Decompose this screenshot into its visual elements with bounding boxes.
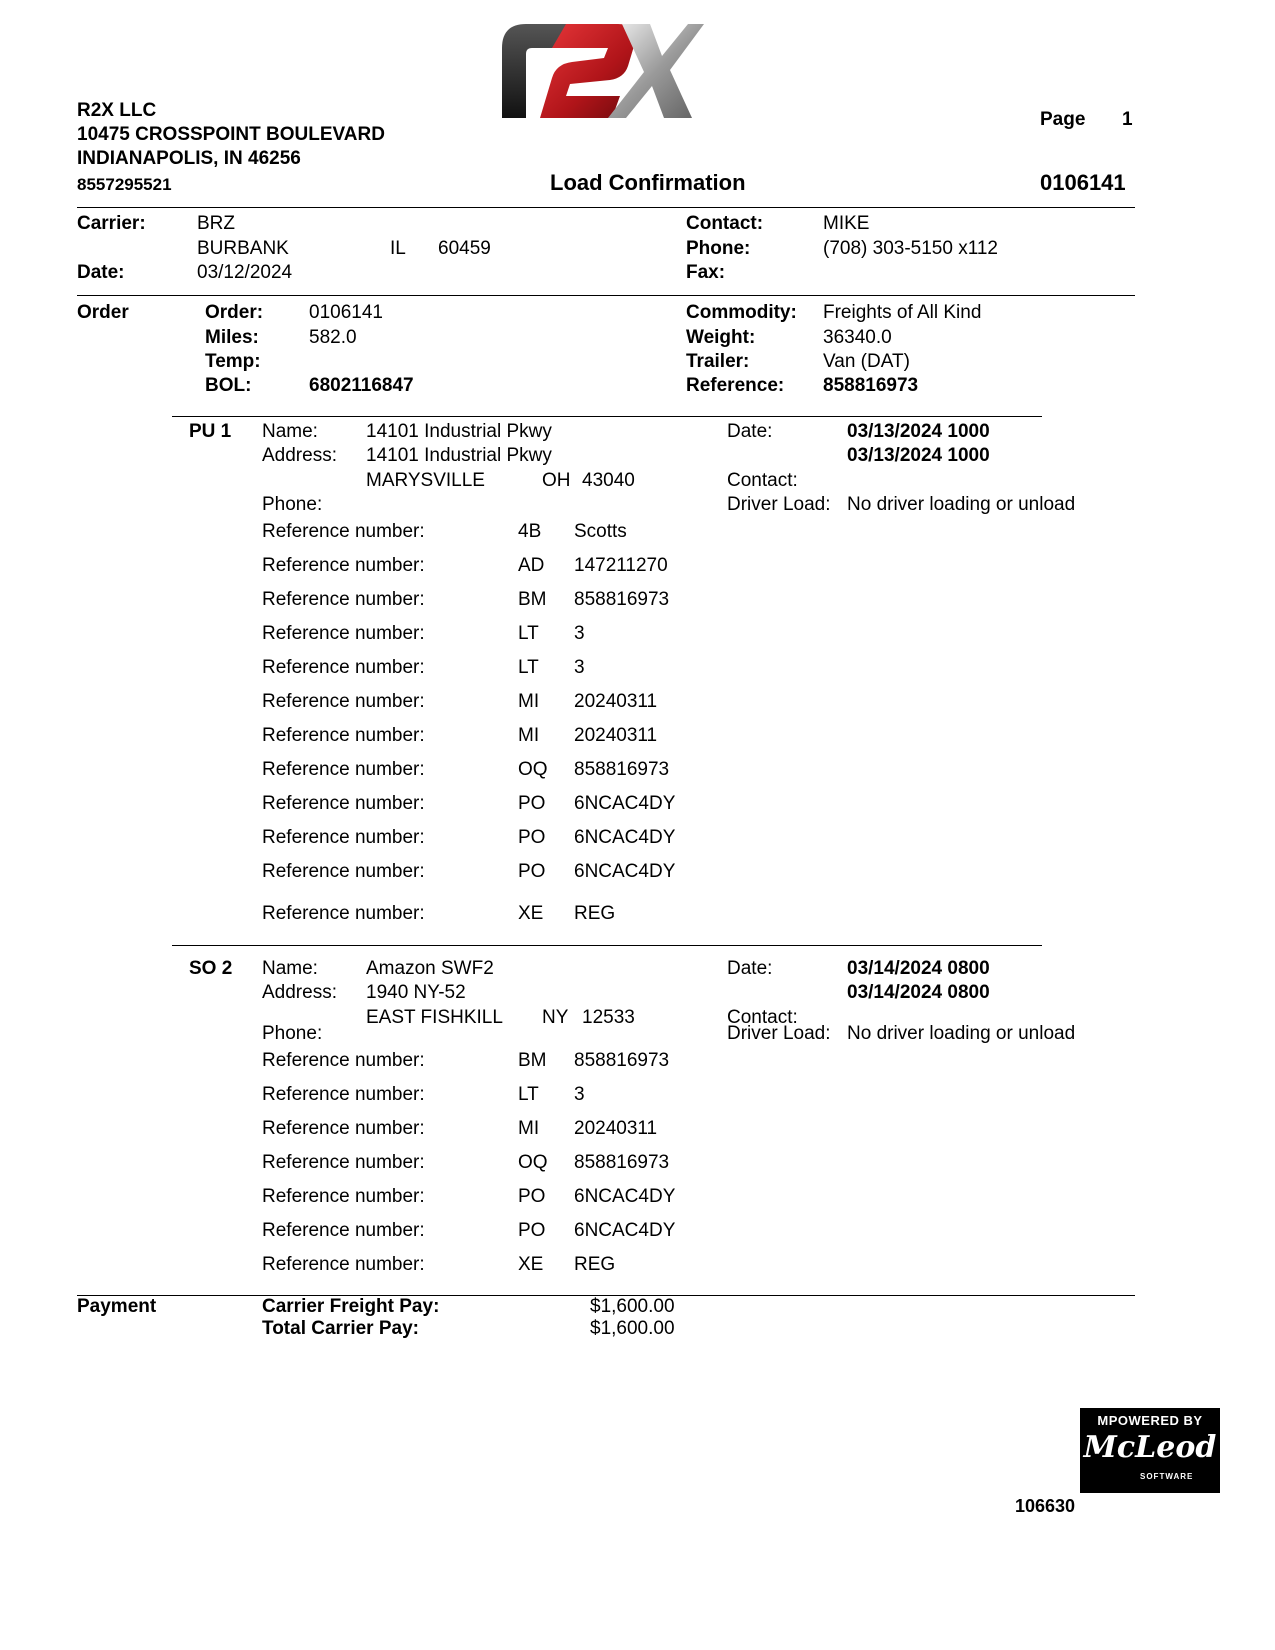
mcleod-badge [1080, 1408, 1220, 1493]
reference-code: AD [518, 555, 545, 576]
total-carrier-pay-value: $1,600.00 [590, 1318, 675, 1339]
phone-label: Phone: [686, 238, 751, 259]
divider [172, 945, 1042, 946]
reference-value: 858816973 [574, 589, 670, 610]
reference-code: LT [518, 623, 539, 644]
stop-id: SO 2 [189, 958, 233, 979]
contact-value: MIKE [823, 213, 870, 234]
footer-number: 106630 [1015, 1496, 1076, 1516]
weight-label: Weight: [686, 327, 756, 348]
stop-contact-label: Contact: [727, 470, 798, 491]
stop-address-label: Address: [262, 982, 337, 1003]
driver-load-label: Driver Load: [727, 494, 831, 515]
reference-value: 147211270 [574, 555, 668, 576]
reference-code: MI [518, 691, 540, 712]
stop-name: 14101 Industrial Pkwy [366, 421, 552, 442]
stop-state: NY [542, 1007, 569, 1028]
reference-code: PO [518, 1186, 546, 1207]
company-address-line2: INDIANAPOLIS, IN 46256 [77, 148, 301, 169]
reference-value: 6NCAC4DY [574, 1186, 676, 1207]
reference-number-label: Reference number: [262, 521, 425, 542]
order-value: 0106141 [309, 302, 383, 323]
reference-value: 6NCAC4DY [574, 827, 676, 848]
phone-value: (708) 303-5150 x112 [823, 238, 998, 259]
reference-number-label: Reference number: [262, 1220, 425, 1241]
reference-number-label: Reference number: [262, 1186, 425, 1207]
stop-contact-label: Contact: [727, 1007, 798, 1028]
bol-label: BOL: [205, 375, 252, 396]
reference-value: 3 [574, 1084, 585, 1105]
reference-code: OQ [518, 1152, 548, 1173]
carrier-freight-pay-label: Carrier Freight Pay: [262, 1296, 440, 1317]
reference-value: REG [574, 903, 616, 924]
stop-id: PU 1 [189, 421, 232, 442]
driver-load-value: No driver loading or unload [847, 494, 1076, 515]
miles-label: Miles: [205, 327, 259, 348]
reference-value: 20240311 [574, 725, 658, 746]
stop-phone-label: Phone: [262, 1023, 323, 1044]
reference-value: 858816973 [574, 1050, 670, 1071]
reference-number-label: Reference number: [262, 555, 425, 576]
reference-value: Scotts [574, 521, 627, 542]
document-number: 0106141 [1040, 170, 1126, 195]
badge-line1: MPOWERED BY [1097, 1413, 1203, 1428]
stop-name-label: Name: [262, 958, 318, 979]
reference-number-label: Reference number: [262, 691, 425, 712]
divider [77, 295, 1135, 296]
miles-value: 582.0 [309, 327, 357, 348]
reference-code: MI [518, 1118, 540, 1139]
document-title: Load Confirmation [550, 170, 746, 195]
temp-label: Temp: [205, 351, 261, 372]
contact-label: Contact: [686, 213, 764, 234]
reference-value: 3 [574, 657, 585, 678]
commodity-label: Commodity: [686, 302, 797, 323]
company-phone: 8557295521 [77, 175, 172, 194]
reference-value: 858816973 [823, 375, 919, 396]
stop-date-label: Date: [727, 421, 773, 442]
date-label: Date: [77, 262, 125, 283]
reference-value: REG [574, 1254, 616, 1275]
reference-code: BM [518, 1050, 547, 1071]
reference-code: PO [518, 793, 546, 814]
page-label: Page [1040, 109, 1086, 130]
stop-phone-label: Phone: [262, 494, 323, 515]
divider [77, 207, 1135, 208]
reference-code: LT [518, 1084, 539, 1105]
driver-load-value: No driver loading or unload [847, 1023, 1076, 1044]
reference-code: LT [518, 657, 539, 678]
divider [172, 416, 1042, 417]
reference-value: 6NCAC4DY [574, 861, 676, 882]
reference-number-label: Reference number: [262, 759, 425, 780]
reference-number-label: Reference number: [262, 1118, 425, 1139]
payment-section-label: Payment [77, 1296, 157, 1317]
reference-number-label: Reference number: [262, 623, 425, 644]
reference-number-label: Reference number: [262, 1152, 425, 1173]
reference-value: 6NCAC4DY [574, 793, 676, 814]
reference-number-label: Reference number: [262, 827, 425, 848]
reference-code: PO [518, 1220, 546, 1241]
carrier-name: BRZ [197, 213, 235, 234]
reference-code: PO [518, 827, 546, 848]
page-number: 1 [1122, 109, 1133, 130]
reference-number-label: Reference number: [262, 725, 425, 746]
fax-label: Fax: [686, 262, 726, 283]
reference-code: MI [518, 725, 540, 746]
stop-date: 03/14/2024 0800 [847, 982, 990, 1003]
reference-code: OQ [518, 759, 548, 780]
reference-code: BM [518, 589, 547, 610]
trailer-value: Van (DAT) [823, 351, 910, 372]
reference-code: PO [518, 861, 546, 882]
carrier-state: IL [390, 238, 406, 259]
reference-value: 6NCAC4DY [574, 1220, 676, 1241]
stop-name-label: Name: [262, 421, 318, 442]
trailer-label: Trailer: [686, 351, 750, 372]
reference-code: XE [518, 903, 544, 924]
order-label: Order: [205, 302, 264, 323]
badge-brand: McLeod [1083, 1430, 1217, 1465]
stop-date: 03/13/2024 1000 [847, 421, 990, 442]
bol-value: 6802116847 [309, 375, 414, 396]
carrier-date: 03/12/2024 [197, 262, 293, 283]
reference-code: XE [518, 1254, 544, 1275]
driver-load-label: Driver Load: [727, 1023, 831, 1044]
reference-number-label: Reference number: [262, 1050, 425, 1071]
reference-value: 3 [574, 623, 585, 644]
stop-state: OH [542, 470, 571, 491]
reference-label: Reference: [686, 375, 785, 396]
carrier-zip: 60459 [438, 238, 491, 259]
stop-city: MARYSVILLE [366, 470, 485, 491]
stop-address: 1940 NY-52 [366, 982, 466, 1003]
reference-number-label: Reference number: [262, 1254, 425, 1275]
reference-number-label: Reference number: [262, 1084, 425, 1105]
stop-date: 03/13/2024 1000 [847, 445, 990, 466]
reference-code: 4B [518, 521, 542, 542]
reference-number-label: Reference number: [262, 861, 425, 882]
reference-number-label: Reference number: [262, 903, 425, 924]
company-address-line1: 10475 CROSSPOINT BOULEVARD [77, 124, 385, 145]
reference-number-label: Reference number: [262, 657, 425, 678]
stop-zip: 12533 [582, 1007, 635, 1028]
stop-address-label: Address: [262, 445, 337, 466]
total-carrier-pay-label: Total Carrier Pay: [262, 1318, 419, 1339]
carrier-freight-pay-value: $1,600.00 [590, 1296, 675, 1317]
stop-name: Amazon SWF2 [366, 958, 494, 979]
reference-value: 20240311 [574, 1118, 658, 1139]
stop-address: 14101 Industrial Pkwy [366, 445, 552, 466]
order-section-label: Order [77, 302, 129, 323]
reference-value: 858816973 [574, 759, 670, 780]
r2x-logo [500, 18, 705, 128]
carrier-label: Carrier: [77, 213, 146, 234]
badge-line3: SOFTWARE [1140, 1472, 1194, 1481]
reference-number-label: Reference number: [262, 793, 425, 814]
reference-number-label: Reference number: [262, 589, 425, 610]
weight-value: 36340.0 [823, 327, 892, 348]
stop-city: EAST FISHKILL [366, 1007, 503, 1028]
commodity-value: Freights of All Kind [823, 302, 982, 323]
reference-value: 20240311 [574, 691, 658, 712]
reference-value: 858816973 [574, 1152, 670, 1173]
stop-date-label: Date: [727, 958, 773, 979]
stop-zip: 43040 [582, 470, 635, 491]
carrier-city: BURBANK [197, 238, 289, 259]
company-name: R2X LLC [77, 100, 157, 121]
stop-date: 03/14/2024 0800 [847, 958, 990, 979]
